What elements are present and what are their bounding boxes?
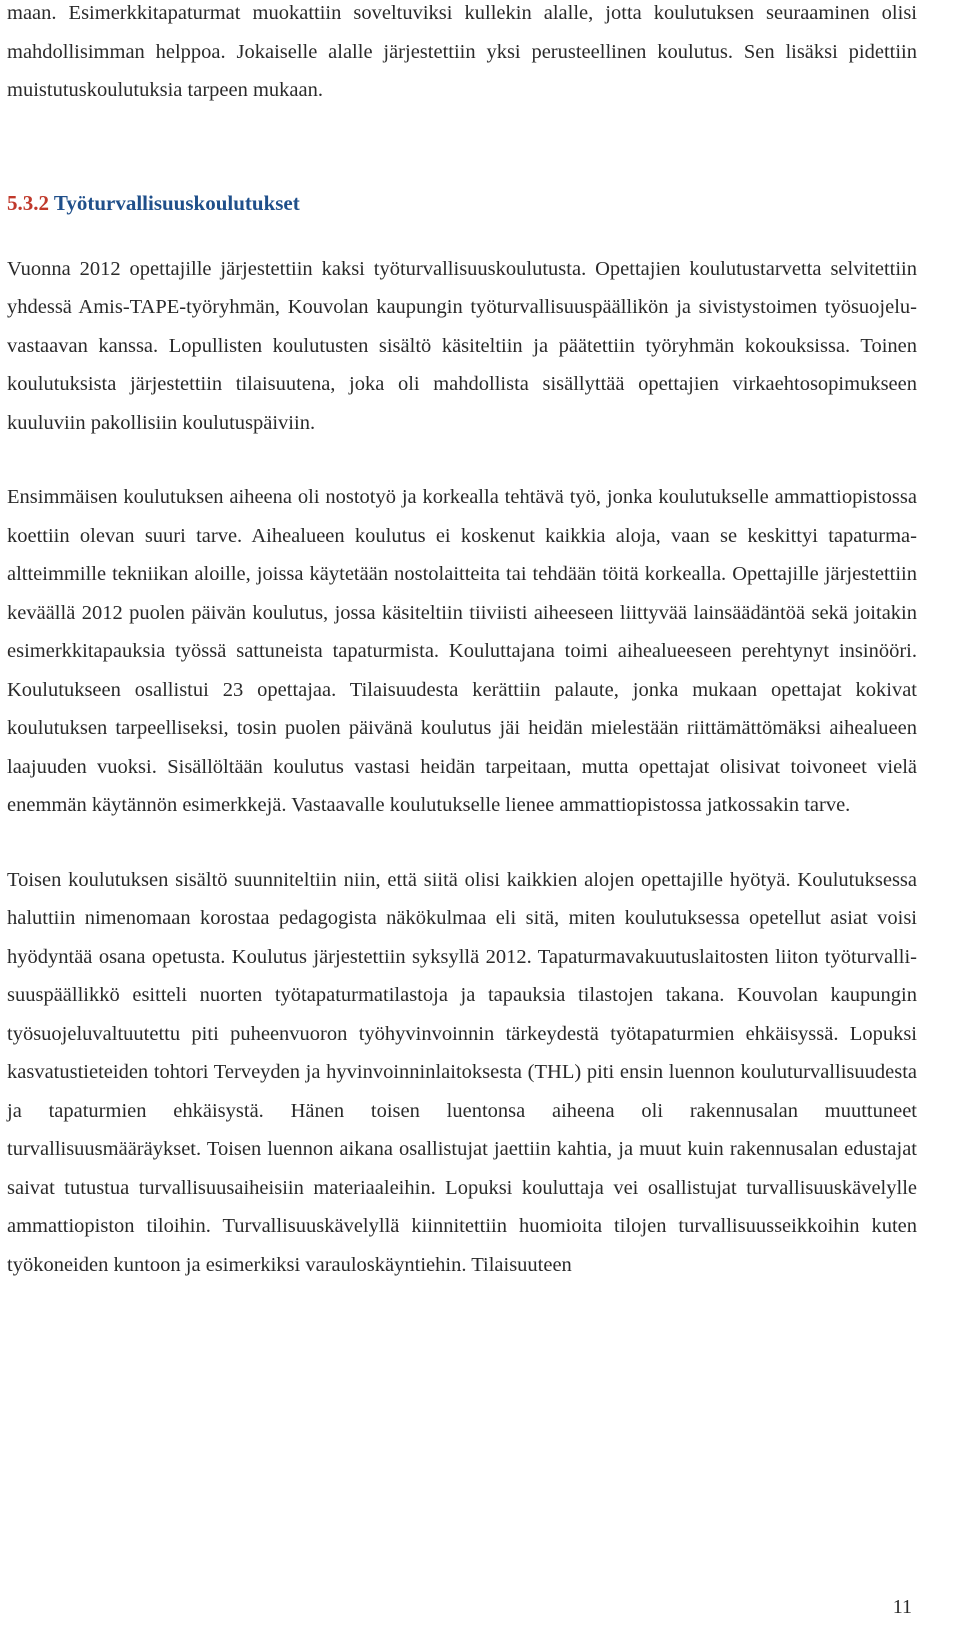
section-title: Työturvallisuuskoulutukset — [53, 190, 300, 215]
section-number: 5.3.2 — [7, 190, 49, 215]
paragraph-spacer — [7, 825, 917, 861]
section-heading — [7, 188, 917, 218]
page-number: 11 — [892, 1596, 912, 1618]
body-paragraph-2: Ensimmäisen koulutuksen aiheena oli nostotyö ja korkealla tehtävä työ, jonka koulutukselle ammattiopistossa koettiin olevan suuri tarve. Aihealueen koulutus ei koskenut kaikkia aloja, vaan se keskittyi tapaturma-altteimmille tekniikan aloille, joissa käytetään nostolaitteita tai tehdään töitä korkealla. Opettajille järjestettiin keväällä 2012 puolen päivän koulutus, jossa käsiteltiin tiiviisti aiheeseen liittyvää lainsäädäntöä sekä joitakin esimerkkitapauksia työssä sattuneista tapaturmista. Kouluttajana toimi aihealueeseen perehtynyt insinööri. Koulutukseen osallistui 23 opettajaa. Tilaisuudesta kerättiin palaute, jonka mukaan opettajat kokivat koulutuksen tarpeelliseksi, tosin puolen päivänä koulutus jäi heidän mielestään riittämättömäksi aihealueen laajuuden vuoksi. Sisällöltään koulutus vastasi heidän tarpeitaan, mutta opettajat olisivat toivoneet vielä enemmän käytännön esimerkkejä. Vastaavalle koulutukselle lienee ammattiopistossa jatkossakin tarve. — [7, 486, 917, 816]
document-page — [7, 0, 917, 1284]
paragraph-spacer — [7, 442, 917, 478]
body-paragraph-1: Vuonna 2012 opettajille järjestettiin kaksi työturvallisuuskoulutusta. Opettajien koulutustarvetta selvitettiin yhdessä Amis-TAPE-työryhmän, Kouvolan kaupungin työturvallisuuspäällikön ja sivistystoimen työsuojeluvastaavan kanssa. Lopullisten koulutusten sisältö käsiteltiin ja päätettiin työryhmän kokouksissa. Toinen koulutuksista järjestettiin tilaisuutena, joka oli mahdollista sisällyttää opettajien virkaehtosopimukseen kuuluviin pakollisiin koulutuspäiviin. — [7, 257, 917, 434]
body-paragraph-3: Toisen koulutuksen sisältö suunniteltiin niin, että siitä olisi kaikkien alojen opettajille hyötyä. Koulutuksessa haluttiin nimenomaan korostaa pedagogista näkökulmaa eli sitä, miten koulutuksessa opetellut asiat voisi hyödyntää osana opetusta. Koulutus järjestettiin syksyllä 2012. Tapaturmavakuutuslaitosten liiton työturvallisuuspäällikkö esitteli nuorten työtapaturmatilastoja ja tapauksia tilastojen takana. Kouvolan kaupungin työsuojeluvaltuutettu piti puheenvuoron työhyvinvoinnin tärkeydestä työtapaturmien ehkäisyssä. Lopuksi kasvatustieteiden tohtori Terveyden ja hyvinvoinninlaitoksesta (THL) piti ensin luennon kouluturvallisuudesta ja tapaturmien ehkäisystä. Hänen toisen luentonsa aiheena oli rakennusalan muuttuneet turvallisuusmääräykset. Toisen luennon aikana osallistujat jaettiin kahtia, ja muut kuin rakennusalan edustajat saivat tutustua turvallisuusaiheisiin materiaaleihin. Lopuksi kouluttaja vei osallistujat turvallisuuskävelylle ammattiopiston tiloihin. Turvallisuuskävelyllä kiinnitettiin huomioita tilojen turvallisuusseikkoihin kuten työkoneiden kuntoon ja esimerkiksi varauloskäyntiehin. Tilaisuuteen — [7, 868, 917, 1276]
intro-paragraph: maan. Esimerkkitapaturmat muokattiin soveltuviksi kullekin alalle, jotta koulutuksen seuraaminen olisi mahdollisimman helppoa. Jokaiselle alalle järjestettiin yksi perusteellinen koulutus. Sen lisäksi pidettiin muistutuskoulutuksia tarpeen mukaan. — [7, 2, 917, 101]
